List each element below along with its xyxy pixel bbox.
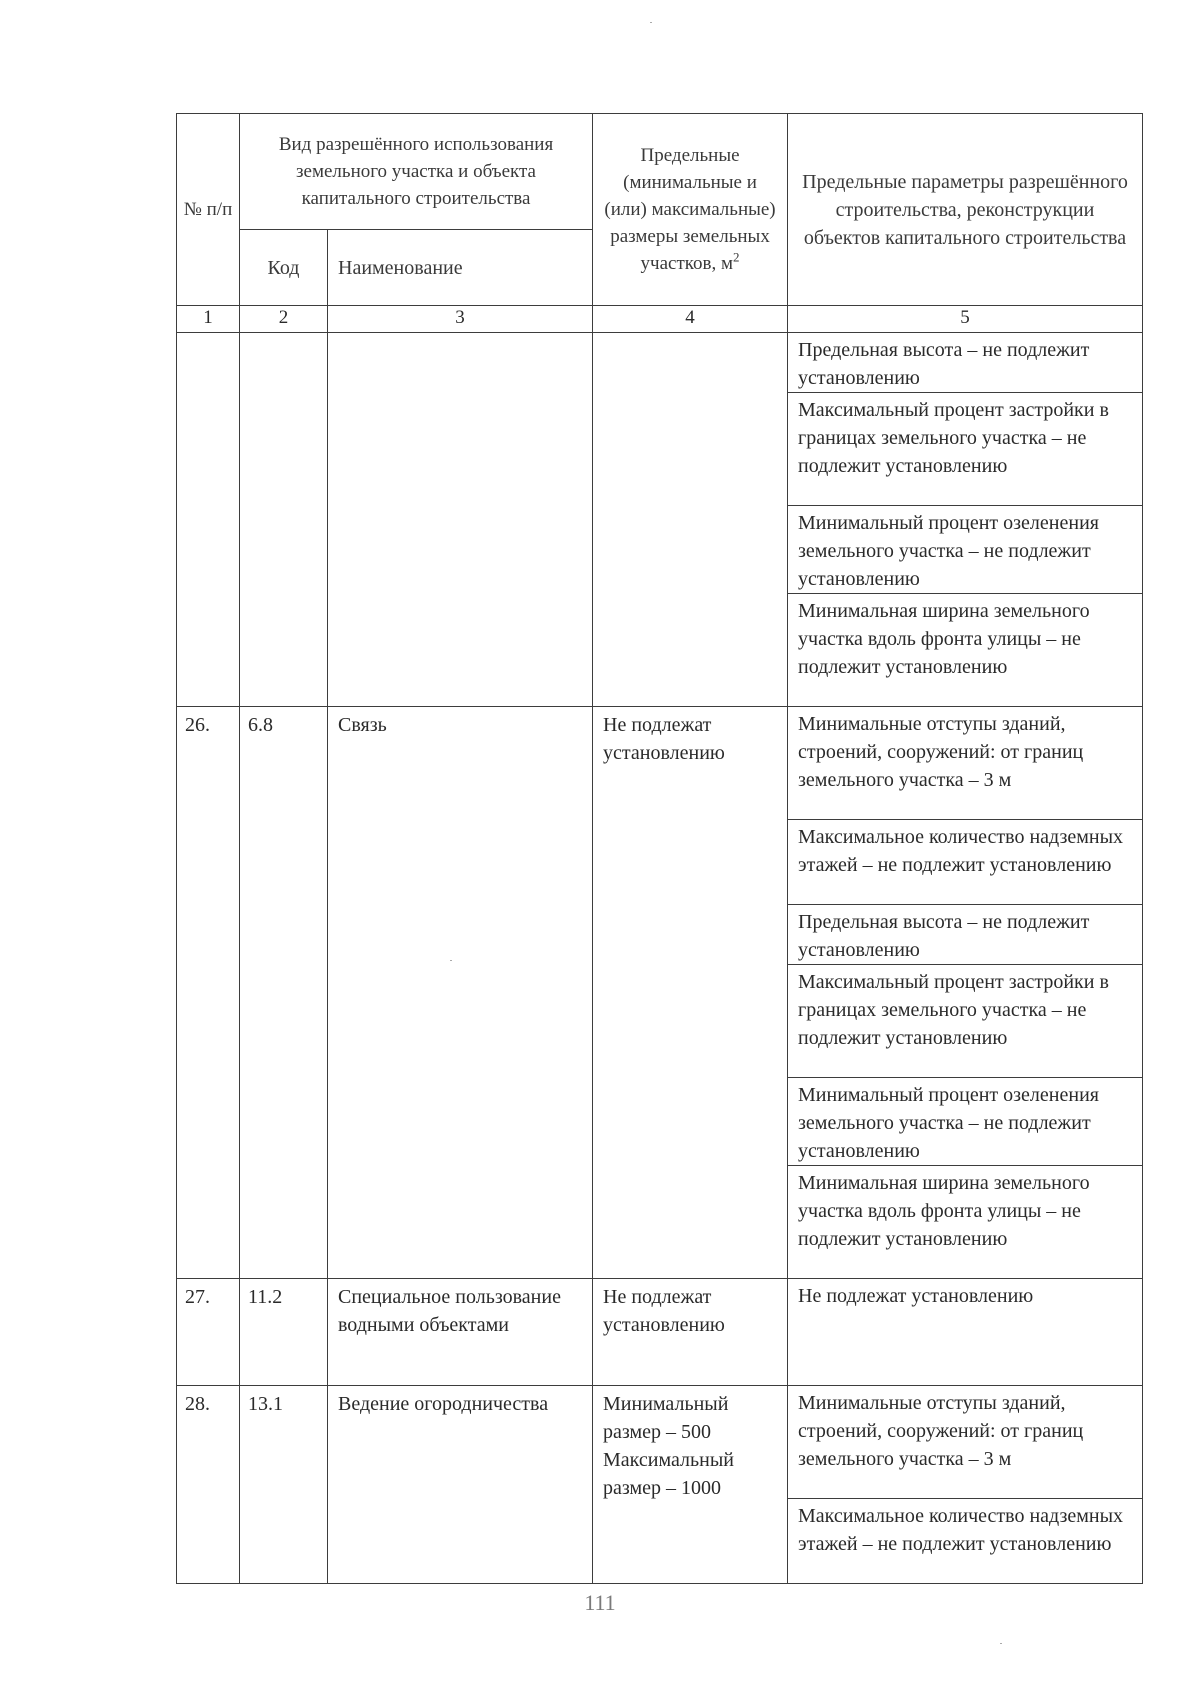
header-name: Наименование — [328, 230, 593, 306]
param-item: Не подлежат установлению — [798, 1285, 1034, 1307]
table-row — [177, 1386, 1143, 1584]
param-item: Минимальные отступы зданий, строений, сооружений: от границ земельного участка – 3 м — [798, 1392, 1084, 1470]
col-num-3: 3 — [328, 306, 593, 333]
column-number-row — [177, 306, 1143, 333]
param-item: Минимальный процент озеленения земельного участка – не подлежит установлению — [788, 506, 1142, 594]
row-name: Связь — [328, 707, 593, 1279]
row-num: 28. — [177, 1386, 240, 1584]
param-item: Предельная высота – не подлежит установлению — [798, 339, 1090, 389]
row-sizes: Не подлежат установлению — [593, 1279, 788, 1386]
table-row — [177, 1279, 1143, 1386]
param-item: Максимальное количество надземных этажей – не подлежит установлению — [788, 1499, 1142, 1584]
param-item: Минимальная ширина земельного участка вдоль фронта улицы – не подлежит установлению — [788, 594, 1142, 707]
row-params — [788, 1279, 1143, 1386]
row-sizes: Не подлежат установлению — [593, 707, 788, 1279]
param-item: Максимальный процент застройки в границах земельного участка – не подлежит установлению — [788, 393, 1142, 506]
row-params — [788, 1386, 1143, 1584]
row-params — [788, 707, 1143, 1279]
param-item: Минимальный процент озеленения земельного участка – не подлежит установлению — [788, 1078, 1142, 1166]
row-sizes — [593, 333, 788, 707]
zoning-rules-table — [176, 113, 1143, 1584]
row-sizes: Минимальный размер – 500 Максимальный размер – 1000 — [593, 1386, 788, 1584]
header-params: Предельные параметры разрешённого строительства, реконструкции объектов капитального строительства — [788, 114, 1143, 306]
param-item: Максимальный процент застройки в границах земельного участка – не подлежит установлению — [788, 965, 1142, 1078]
header-sizes-sup: 2 — [733, 249, 740, 265]
scan-speck — [1000, 1643, 1002, 1644]
row-code — [240, 333, 328, 707]
col-num-2: 2 — [240, 306, 328, 333]
param-item: Максимальное количество надземных этажей – не подлежит установлению — [788, 820, 1142, 905]
page-number: 111 — [584, 1590, 616, 1615]
row-code: 11.2 — [240, 1279, 328, 1386]
header-sizes: Предельные (минимальные и (или) максимальные) размеры земельных участков, $м^2$ — [593, 114, 788, 306]
row-name: Специальное пользование водными объектами — [328, 1279, 593, 1386]
row-params — [788, 333, 1143, 707]
header-num: № п/п — [177, 114, 240, 306]
table-row — [177, 333, 1143, 707]
header-vid: Вид разрешённого использования земельного участка и объекта капитального строительства — [240, 114, 593, 230]
col-num-5: 5 — [788, 306, 1143, 333]
row-name — [328, 333, 593, 707]
col-num-1: 1 — [177, 306, 240, 333]
row-num — [177, 333, 240, 707]
param-item: Предельная высота – не подлежит установлению — [788, 905, 1142, 965]
scan-speck — [450, 960, 452, 961]
table-row — [177, 707, 1143, 1279]
row-code: 13.1 — [240, 1386, 328, 1584]
row-num: 26. — [177, 707, 240, 1279]
scan-speck — [650, 22, 652, 23]
row-name: Ведение огородничества — [328, 1386, 593, 1584]
row-code: 6.8 — [240, 707, 328, 1279]
param-item: Минимальные отступы зданий, строений, сооружений: от границ земельного участка – 3 м — [798, 713, 1084, 791]
row-num: 27. — [177, 1279, 240, 1386]
col-num-4: 4 — [593, 306, 788, 333]
header-kod: Код — [240, 230, 328, 306]
param-item: Минимальная ширина земельного участка вдоль фронта улицы – не подлежит установлению — [788, 1166, 1142, 1279]
